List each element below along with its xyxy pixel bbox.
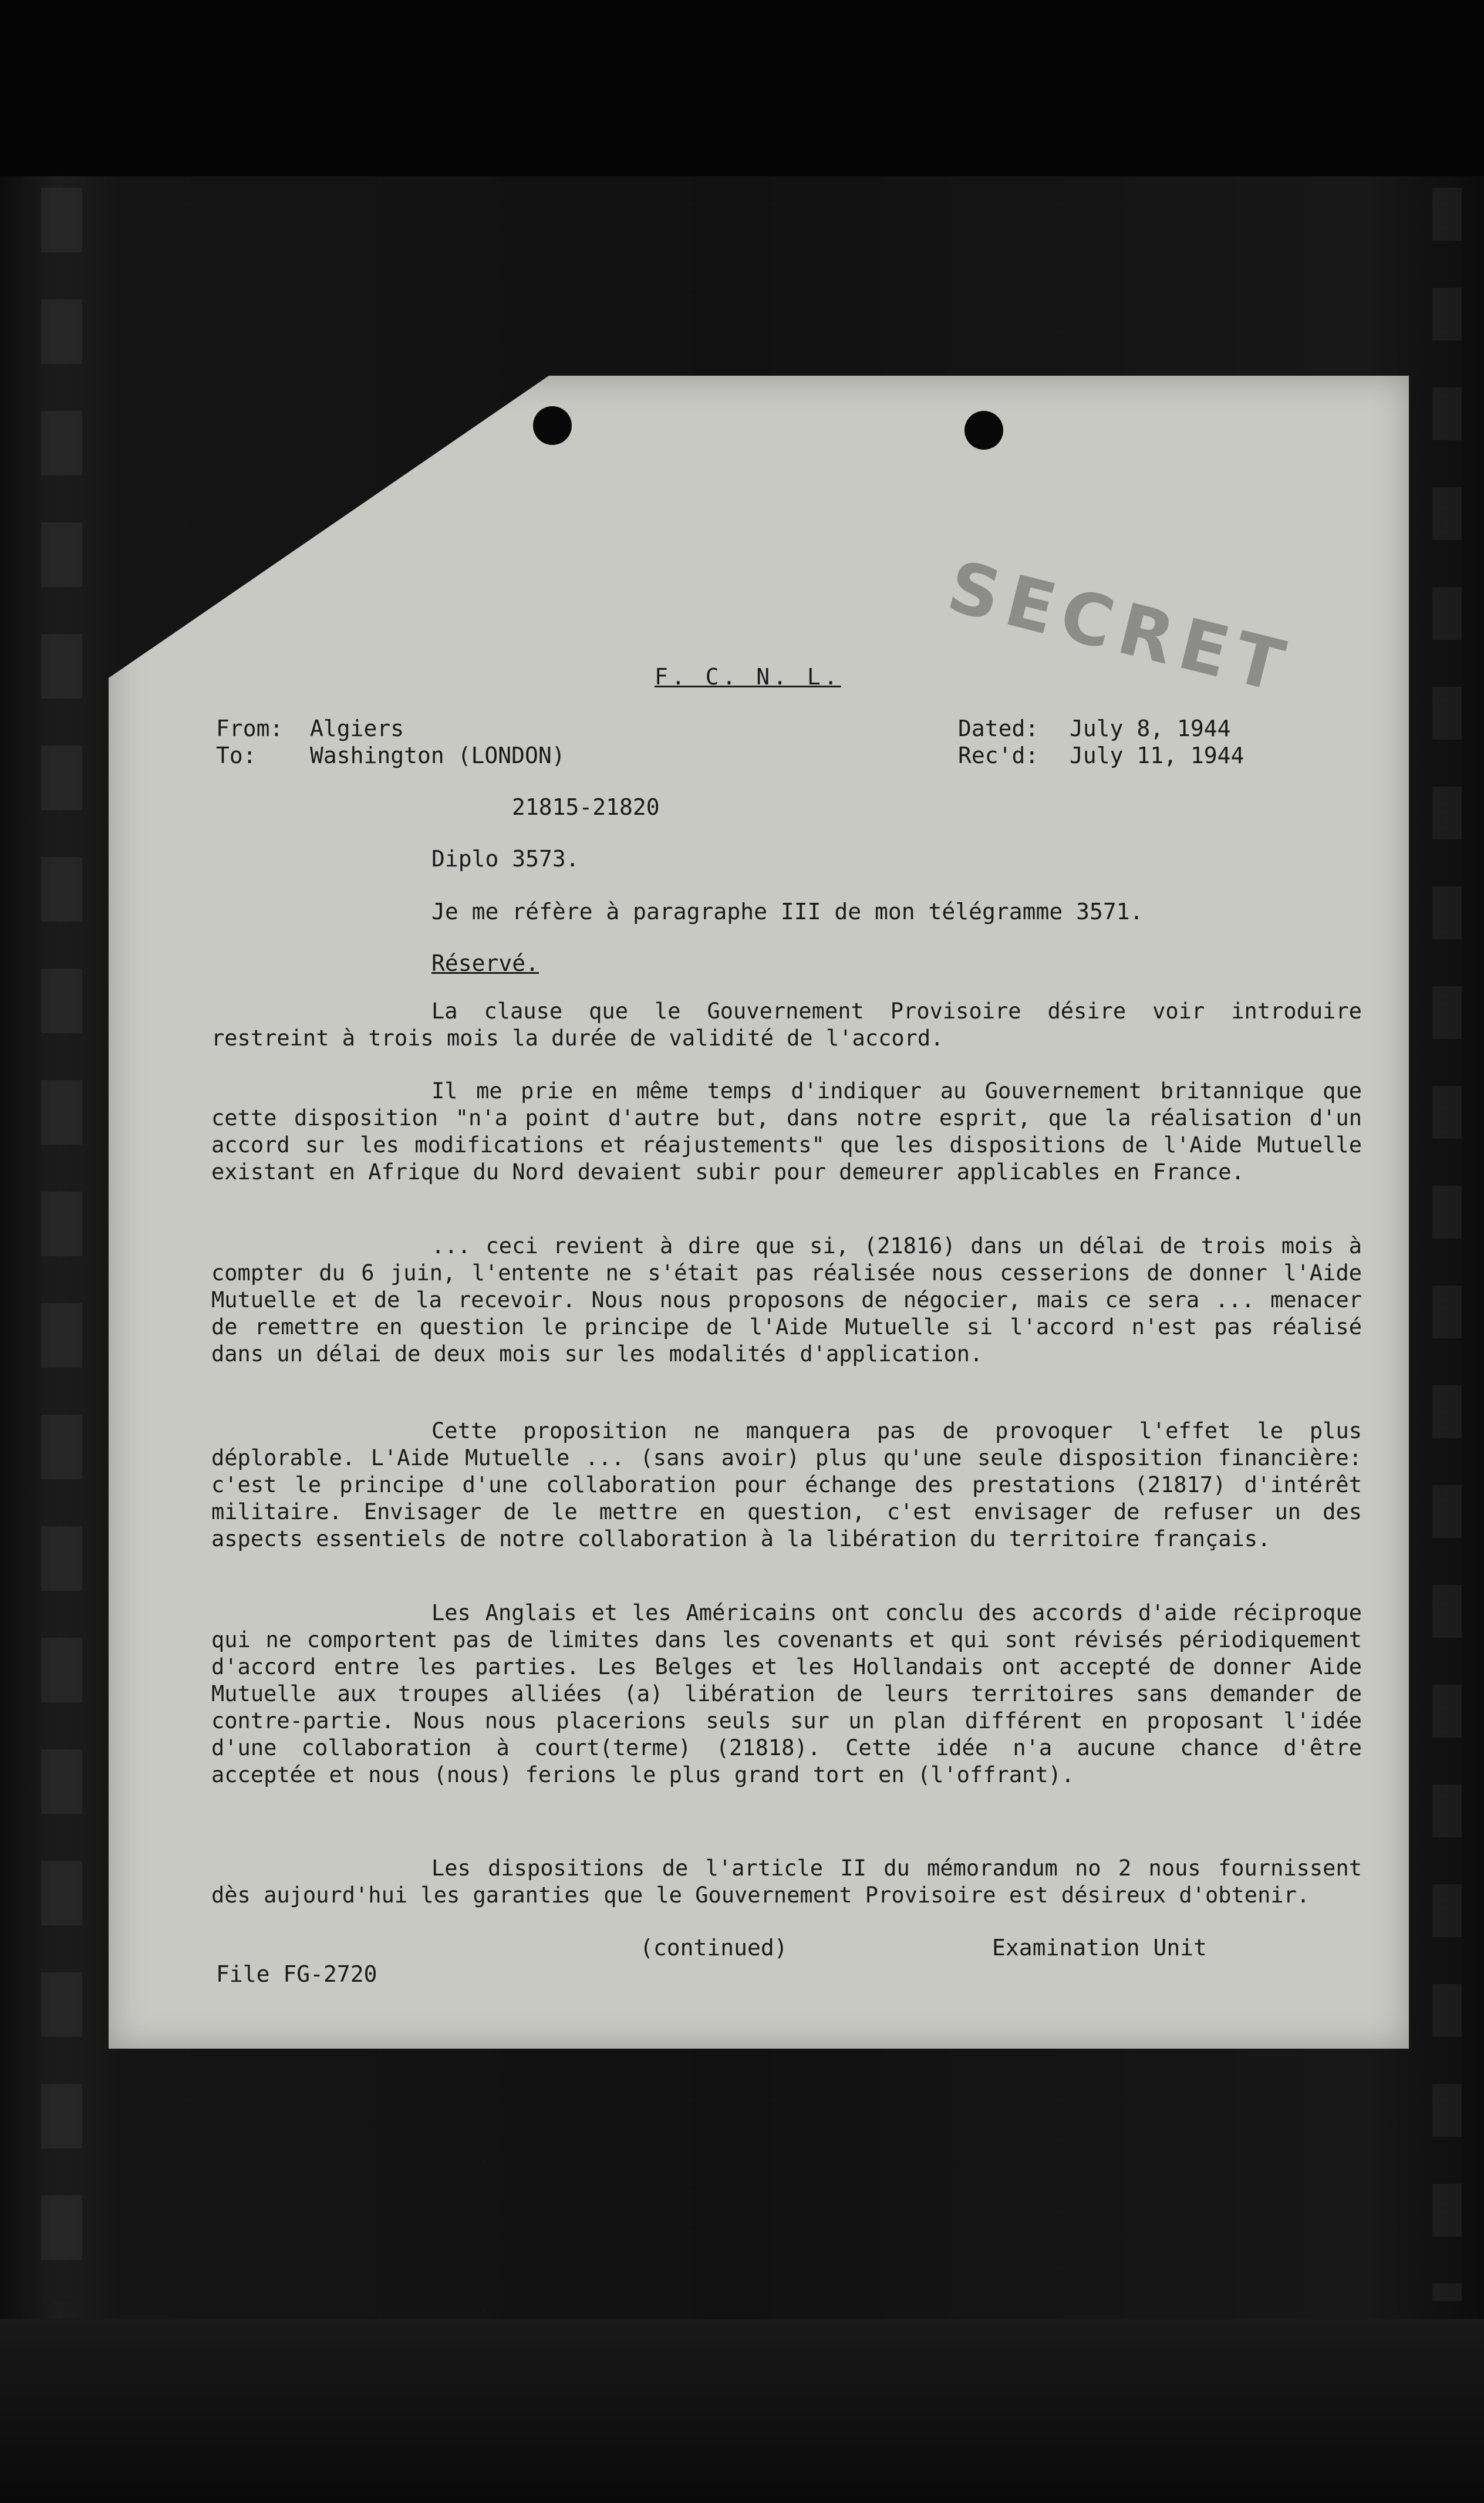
to-label: To: bbox=[216, 743, 257, 768]
paragraph-2: Il me prie en même temps d'indiquer au Gouvernement britannique que cette disposition "n'a point d'autre but, dans notre esprit, que la réalisation d'un accord sur les modifications et réajustements" que les dispositions de l'Aide Mutuelle existant en Afrique du Nord devaient subir pour demeurer applicables en France. bbox=[211, 1078, 1362, 1185]
document-title: F. C. N. L. bbox=[655, 664, 841, 690]
film-border-bottom bbox=[0, 2319, 1484, 2503]
diplo-number: Diplo 3573. bbox=[431, 846, 579, 872]
paragraph-4: Cette proposition ne manquera pas de provoquer l'effet le plus déplorable. L'Aide Mutuelle ... (sans avoir) plus qu'une seule disposition financière: c'est le principe d'une collaboration pour échange des prestations (21817) d'intérêt militaire. Envisager de le mettre en question, c'est envisager de refuser un des aspects essentiels de notre collaboration à la libération du territoire français. bbox=[211, 1418, 1362, 1551]
paragraph-6: Les dispositions de l'article II du mémorandum no 2 nous fournissent dès aujourd'hui les garanties que le Gouvernement Provisoire est désireux d'obtenir. bbox=[211, 1856, 1362, 1908]
message-number: 21815-21820 bbox=[512, 794, 660, 820]
to-value: Washington (LONDON) bbox=[310, 743, 565, 768]
punch-hole-left bbox=[533, 406, 572, 445]
recd-label: Rec'd: bbox=[958, 743, 1039, 768]
file-number: File FG-2720 bbox=[216, 1961, 377, 1987]
dated-label: Dated: bbox=[958, 716, 1039, 741]
film-edge-left bbox=[41, 188, 82, 2301]
reserve-heading: Réservé. bbox=[431, 950, 539, 976]
paragraph-3: ... ceci revient à dire que si, (21816) dans un délai de trois mois à compter du 6 juin, l'entente ne s'était pas réalisée nous cesserions de donner l'Aide Mutuelle et de la recevoir. Nous nous proposons de négocier, mais ce sera ... menacer de remettre en question le principe de l'Aide Mutuelle si l'accord n'est pas réalisé dans un délai de deux mois sur les modalités d'application. bbox=[211, 1233, 1362, 1367]
film-edge-right bbox=[1432, 188, 1462, 2301]
punch-hole-right bbox=[964, 411, 1003, 450]
examination-unit: Examination Unit bbox=[992, 1935, 1208, 1961]
paragraph-1: La clause que le Gouvernement Provisoire désire voir introduire restreint à trois mois la durée de validité de l'accord. bbox=[211, 998, 1362, 1051]
paragraph-5: Les Anglais et les Américains ont conclu des accords d'aide réciproque qui ne comportent pas de limites dans les covenants et qui sont révisés périodiquement d'accord entre les parties. Les Belges et les Hollandais ont accepté de donner Aide Mutuelle aux troupes alliées (a) libération de leurs territoires sans demander de contre-partie. Nous nous placerions seuls sur un plan différent en proposant l'idée d'une collaboration à court(terme) (21818). Cette idée n'a aucune chance d'être acceptée et nous (nous) ferions le plus grand tort en (l'offrant). bbox=[211, 1600, 1362, 1787]
secret-stamp: SECRET bbox=[940, 546, 1300, 710]
film-border-top bbox=[0, 0, 1484, 176]
from-label: From: bbox=[216, 716, 284, 741]
from-value: Algiers bbox=[310, 716, 404, 741]
continued-note: (continued) bbox=[640, 1935, 788, 1961]
reference-line: Je me réfère à paragraphe III de mon télégramme 3571. bbox=[431, 899, 1144, 925]
recd-value: July 11, 1944 bbox=[1070, 743, 1244, 768]
dated-value: July 8, 1944 bbox=[1070, 716, 1231, 741]
